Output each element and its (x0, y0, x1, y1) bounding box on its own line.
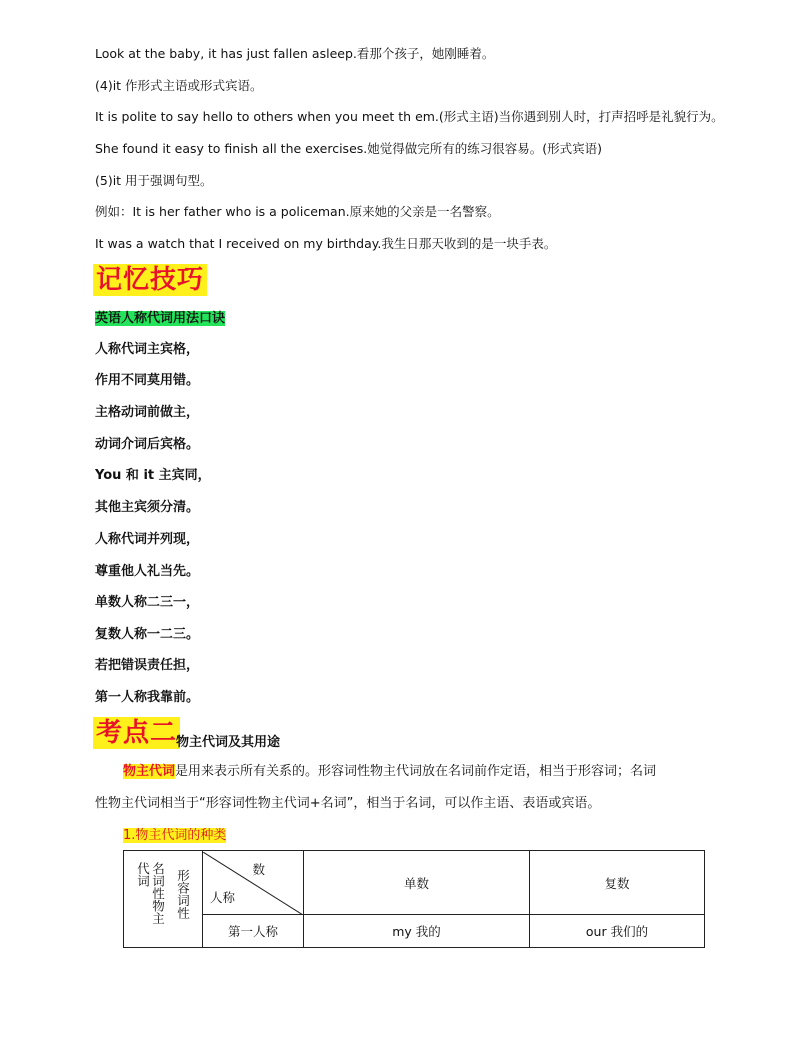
person-cell: 第一人称 (203, 915, 304, 948)
verse-line: You 和 it 主宾同， (95, 468, 211, 483)
verse-line: 作用不同莫用错。 (95, 373, 200, 388)
category-label-2: 形容词性 (175, 869, 191, 919)
plural-cell: our 我们的 (530, 915, 705, 948)
mnemonic-subtitle-text: 英语人称代词用法口诀 (95, 311, 226, 326)
verse-line: 单数人称二三一， (95, 595, 200, 610)
memory-tips-banner: 记忆技巧 (93, 264, 207, 296)
sub-heading (123, 828, 226, 844)
verse-line: 动词介词后宾格。 (95, 437, 200, 452)
verse-line: 人称代词主宾格， (95, 342, 200, 357)
sub-heading-text: 1.物主代词的种类 (123, 828, 227, 843)
highlighted-term: 物主代词 (123, 764, 176, 779)
category-cell (124, 851, 203, 948)
verse-line: 人称代词并列现， (95, 532, 200, 547)
text-line: It is polite to say hello to others when you meet th em.(形式主语)当你遇到别人时，打声招呼是礼貌行为。 (95, 109, 724, 124)
header-singular: 单数 (304, 851, 530, 915)
diag-label-person: 人称 (210, 889, 236, 905)
table-row (124, 915, 705, 948)
text-line: Look at the baby, it has just fallen asleep.看那个孩子，她刚睡着。 (95, 46, 495, 61)
possessive-pronoun-table (123, 850, 705, 948)
text-line: (4)it 作形式主语或形式宾语。 (95, 78, 263, 93)
verse-line: 尊重他人礼当先。 (95, 564, 200, 579)
section-two-title: 物主代词及其用途 (176, 735, 281, 750)
verse-line: 其他主宾须分清。 (95, 500, 200, 515)
section-two-banner: 考点二 (93, 717, 180, 749)
paragraph-line-1 (123, 764, 656, 780)
verse-line: 复数人称一二三。 (95, 627, 200, 642)
text-line: 例如：It is her father who is a policeman.原来她的父亲是一名警察。 (95, 204, 500, 219)
singular-cell: my 我的 (304, 915, 530, 948)
paragraph-text: 是用来表示所有关系的。形容词性物主代词放在名词前作定语，相当于形容词；名词 (175, 764, 657, 779)
header-plural: 复数 (530, 851, 705, 915)
mnemonic-subtitle (95, 310, 225, 327)
text-line: (5)it 用于强调句型。 (95, 173, 213, 188)
text-line: She found it easy to finish all the exercises.她觉得做完所有的练习很容易。(形式宾语) (95, 141, 602, 156)
verse-line: 第一人称我靠前。 (95, 690, 200, 705)
diagonal-header-cell (203, 851, 304, 915)
verse-line: 若把错误责任担， (95, 658, 200, 673)
diag-label-number: 数 (252, 861, 265, 877)
text-line: It was a watch that I received on my birthday.我生日那天收到的是一块手表。 (95, 236, 557, 251)
table-header-row (124, 851, 705, 915)
category-label-1: 名词性物主代词 (135, 862, 166, 925)
paragraph-line-2: 性物主代词相当于“形容词性物主代词+名词”，相当于名词，可以作主语、表语或宾语。 (95, 796, 601, 811)
verse-line: 主格动词前做主， (95, 405, 200, 420)
